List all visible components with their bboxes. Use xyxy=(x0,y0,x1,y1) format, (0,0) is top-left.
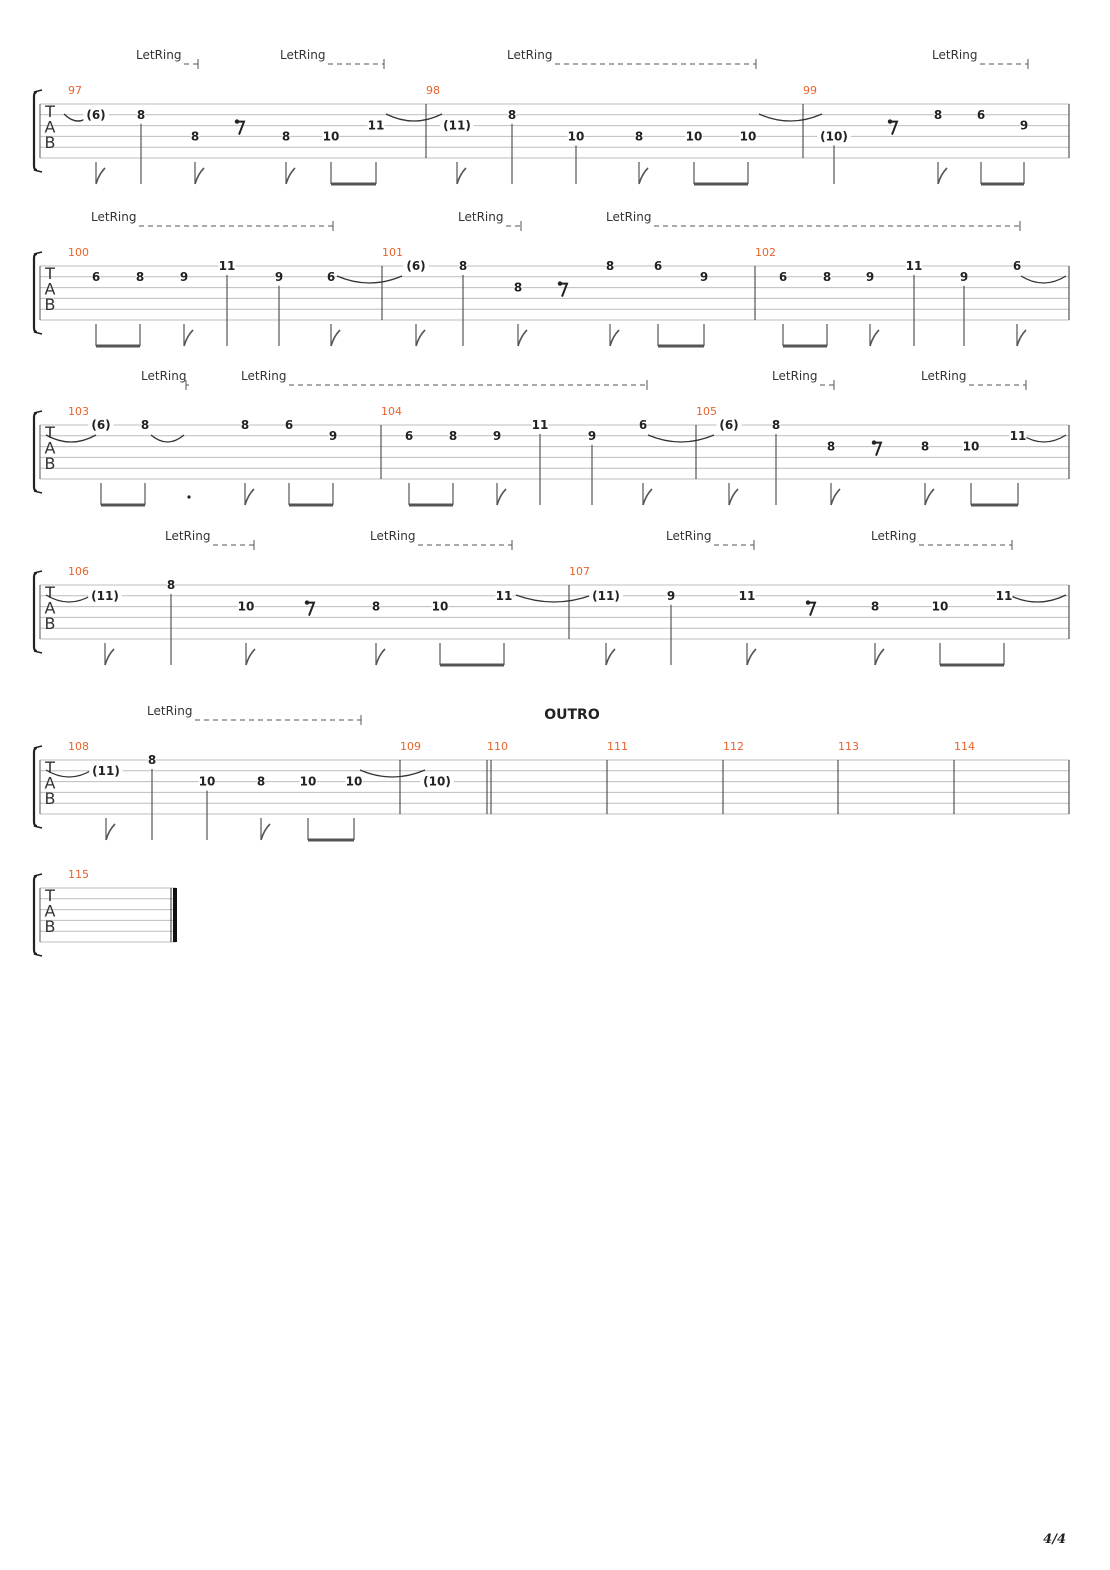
measure-number: 105 xyxy=(696,405,717,418)
fret-number: (6) xyxy=(406,259,426,273)
fret-number: 10 xyxy=(345,774,363,789)
fret-number: 8 xyxy=(240,418,250,432)
fret-number: (6) xyxy=(86,107,106,122)
eighth-flag xyxy=(639,168,648,184)
fret-number: 9 xyxy=(699,269,709,284)
measure-number: 112 xyxy=(723,740,744,753)
staff-bracket xyxy=(34,254,37,332)
measure-number: 99 xyxy=(803,84,817,97)
tab-clef-letter: A xyxy=(44,598,56,618)
tab-clef-letter: B xyxy=(44,295,56,314)
staff-bracket xyxy=(34,748,37,826)
let-ring-label: LetRing xyxy=(921,369,967,383)
fret-number: 6 xyxy=(653,259,663,273)
fret-number: 8 xyxy=(281,129,291,144)
fret-number: 8 xyxy=(870,599,880,614)
fret-number: 10 xyxy=(685,129,703,144)
fret-number: 6 xyxy=(284,418,294,432)
eighth-rest-dot xyxy=(888,119,892,123)
fret-number: (11) xyxy=(91,588,119,603)
staff-bracket xyxy=(34,573,37,651)
fret-number: 9 xyxy=(865,269,875,284)
measure-number: 113 xyxy=(838,740,859,753)
fret-number: 10 xyxy=(322,129,340,144)
fret-number: 6 xyxy=(1012,259,1022,273)
fret-number: 9 xyxy=(587,428,597,443)
measure-number: 111 xyxy=(607,740,628,753)
let-ring-label: LetRing xyxy=(165,529,211,543)
eighth-flag xyxy=(875,649,884,665)
fret-number: (11) xyxy=(92,763,120,778)
eighth-flag xyxy=(416,330,425,346)
measure-number: 107 xyxy=(569,565,590,578)
eighth-flag xyxy=(195,168,204,184)
fret-number: 11 xyxy=(995,588,1013,603)
staccato-dot xyxy=(187,495,190,498)
section-label: OUTRO xyxy=(544,707,600,723)
fret-number: 11 xyxy=(1009,428,1027,443)
fret-number: (6) xyxy=(719,418,739,432)
eighth-rest-dot xyxy=(305,600,309,604)
fret-number: (11) xyxy=(443,118,471,133)
staff-bracket-bottom xyxy=(34,651,42,653)
fret-number: 8 xyxy=(634,129,644,144)
staff-bracket xyxy=(34,413,37,491)
staff-bracket-bottom xyxy=(34,332,42,334)
fret-number: 8 xyxy=(147,753,157,767)
eighth-flag xyxy=(457,168,466,184)
fret-number: 6 xyxy=(326,269,336,284)
tab-clef-letter: B xyxy=(44,614,56,633)
eighth-flag xyxy=(106,824,115,840)
staff-bracket xyxy=(34,92,37,170)
eighth-flag xyxy=(870,330,879,346)
fret-number: 9 xyxy=(666,588,676,603)
fret-number: 10 xyxy=(567,129,585,144)
let-ring-label: LetRing xyxy=(241,369,287,383)
fret-number: 8 xyxy=(136,107,146,122)
fret-number: 10 xyxy=(931,599,949,614)
eighth-flag xyxy=(831,489,840,505)
eighth-flag xyxy=(286,168,295,184)
measure-number: 104 xyxy=(381,405,402,418)
staff-bracket-bottom xyxy=(34,826,42,828)
fret-number: 6 xyxy=(91,269,101,284)
fret-number: 10 xyxy=(198,774,216,789)
fret-number: 9 xyxy=(492,428,502,443)
eighth-flag xyxy=(331,330,340,346)
fret-number: 10 xyxy=(431,599,449,614)
tab-clef-letter: T xyxy=(45,264,55,283)
fret-number: 11 xyxy=(531,418,549,432)
tab-clef-letter: A xyxy=(44,438,56,458)
measure-number: 100 xyxy=(68,246,89,259)
eighth-flag xyxy=(184,330,193,346)
fret-number: 11 xyxy=(738,588,756,603)
let-ring-label: LetRing xyxy=(932,48,978,62)
eighth-flag xyxy=(261,824,270,840)
fret-number: 6 xyxy=(778,269,788,284)
let-ring-label: LetRing xyxy=(370,529,416,543)
tab-clef-letter: T xyxy=(45,886,55,905)
fret-number: 10 xyxy=(299,774,317,789)
tab-clef-letter: T xyxy=(45,423,55,442)
staff-bracket-top xyxy=(34,571,42,573)
measure-number: 114 xyxy=(954,740,975,753)
eighth-flag xyxy=(245,489,254,505)
measure-number: 103 xyxy=(68,405,89,418)
let-ring-label: LetRing xyxy=(507,48,553,62)
measure-number: 98 xyxy=(426,84,440,97)
fret-number: 8 xyxy=(458,259,468,273)
fret-number: 8 xyxy=(256,774,266,789)
eighth-rest xyxy=(890,122,897,135)
staff-bracket-top xyxy=(34,874,42,876)
eighth-flag xyxy=(925,489,934,505)
eighth-flag xyxy=(96,168,105,184)
let-ring-label: LetRing xyxy=(136,48,182,62)
fret-number: 8 xyxy=(135,269,145,284)
eighth-flag xyxy=(610,330,619,346)
fret-number: 9 xyxy=(959,269,969,284)
let-ring-label: LetRing xyxy=(91,210,137,224)
fret-number: 8 xyxy=(513,280,523,295)
fret-number: 8 xyxy=(822,269,832,284)
eighth-flag xyxy=(246,649,255,665)
eighth-flag xyxy=(1017,330,1026,346)
let-ring-label: LetRing xyxy=(606,210,652,224)
eighth-rest xyxy=(874,443,881,456)
eighth-flag xyxy=(729,489,738,505)
fret-number: 9 xyxy=(1019,118,1029,133)
eighth-rest-dot xyxy=(558,281,562,285)
fret-number: 9 xyxy=(328,428,338,443)
fret-number: 8 xyxy=(166,578,176,592)
fret-number: 9 xyxy=(274,269,284,284)
eighth-rest-dot xyxy=(806,600,810,604)
staff-bracket-bottom xyxy=(34,491,42,493)
let-ring-label: LetRing xyxy=(666,529,712,543)
staff-bracket-bottom xyxy=(34,170,42,172)
staff-bracket-top xyxy=(34,746,42,748)
fret-number: 6 xyxy=(976,107,986,122)
measure-number: 97 xyxy=(68,84,82,97)
fret-number: 8 xyxy=(826,439,836,454)
fret-number: 8 xyxy=(771,418,781,432)
tab-clef-letter: B xyxy=(44,789,56,808)
eighth-flag xyxy=(518,330,527,346)
fret-number: (10) xyxy=(820,129,848,144)
fret-number: 8 xyxy=(140,418,150,432)
let-ring-label: LetRing xyxy=(458,210,504,224)
fret-number: 8 xyxy=(933,107,943,122)
let-ring-label: LetRing xyxy=(772,369,818,383)
page-number: 4/4 xyxy=(1043,1532,1066,1547)
eighth-flag xyxy=(105,649,114,665)
measure-number: 110 xyxy=(487,740,508,753)
eighth-rest xyxy=(560,284,567,297)
fret-number: 11 xyxy=(367,118,385,133)
let-ring-label: LetRing xyxy=(141,369,187,383)
staff-bracket xyxy=(34,876,37,954)
tab-clef-letter: B xyxy=(44,454,56,473)
fret-number: 10 xyxy=(962,439,980,454)
let-ring-label: LetRing xyxy=(871,529,917,543)
staff-bracket-top xyxy=(34,90,42,92)
eighth-rest xyxy=(237,122,244,135)
staff-bracket-top xyxy=(34,411,42,413)
tab-clef-letter: B xyxy=(44,133,56,152)
eighth-flag xyxy=(497,489,506,505)
tab-clef-letter: A xyxy=(44,773,56,793)
measure-number: 102 xyxy=(755,246,776,259)
fret-number: 11 xyxy=(495,588,513,603)
measure-number: 101 xyxy=(382,246,403,259)
staff-lines-layer xyxy=(34,90,1069,956)
fret-number: 6 xyxy=(638,418,648,432)
measure-number: 106 xyxy=(68,565,89,578)
tab-clef-letter: A xyxy=(44,279,56,299)
eighth-flag xyxy=(938,168,947,184)
measure-number: 115 xyxy=(68,868,89,881)
fret-number: 8 xyxy=(507,107,517,122)
eighth-flag xyxy=(606,649,615,665)
measure-number: 108 xyxy=(68,740,89,753)
fret-number: 10 xyxy=(739,129,757,144)
fret-number: (6) xyxy=(91,418,111,432)
staff-bracket-top xyxy=(34,252,42,254)
eighth-rest-dot xyxy=(235,119,239,123)
fret-number: 8 xyxy=(190,129,200,144)
tab-clef-letter: A xyxy=(44,117,56,137)
fret-number: (11) xyxy=(592,588,620,603)
eighth-rest-dot xyxy=(872,440,876,444)
fret-number: 11 xyxy=(905,259,923,273)
fret-number: 8 xyxy=(605,259,615,273)
let-ring-label: LetRing xyxy=(147,704,193,718)
tab-clef-letter: T xyxy=(45,102,55,121)
fret-number: 8 xyxy=(371,599,381,614)
tab-clef-letter: A xyxy=(44,901,56,921)
tab-clef-letter: B xyxy=(44,917,56,936)
eighth-flag xyxy=(643,489,652,505)
fret-number: 9 xyxy=(179,269,189,284)
fret-number: 6 xyxy=(404,428,414,443)
fret-number: 8 xyxy=(448,428,458,443)
fret-number: 8 xyxy=(920,439,930,454)
tab-clef-letter: T xyxy=(45,583,55,602)
eighth-flag xyxy=(376,649,385,665)
eighth-rest xyxy=(808,603,815,616)
fret-number: 11 xyxy=(218,259,236,273)
measure-number: 109 xyxy=(400,740,421,753)
tab-clef-letter: T xyxy=(45,758,55,777)
let-ring-label: LetRing xyxy=(280,48,326,62)
fret-number: 10 xyxy=(237,599,255,614)
staff-bracket-bottom xyxy=(34,954,42,956)
eighth-flag xyxy=(747,649,756,665)
fret-number: (10) xyxy=(423,774,451,789)
eighth-rest xyxy=(307,603,314,616)
